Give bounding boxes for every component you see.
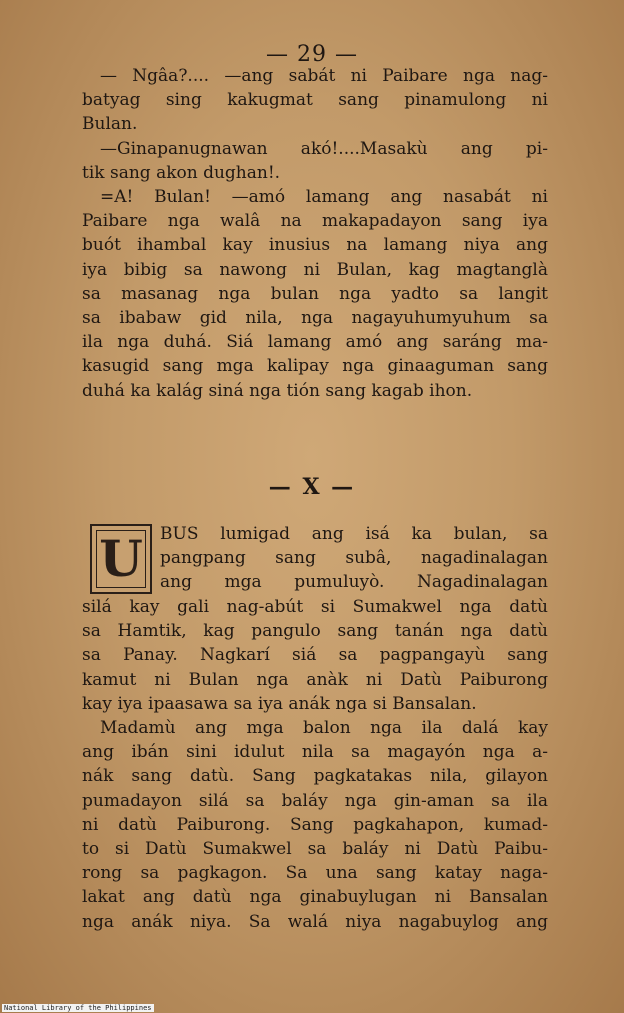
text-line: to si Datù Sumakwel sa baláy ni Datù Paibu- <box>82 839 548 860</box>
text-line: sa masanag nga bulan nga yadto sa langit <box>82 283 548 304</box>
text-line: kamut ni Bulan nga anàk ni Datù Paiburong <box>82 669 548 690</box>
drop-cap-ornament <box>90 524 152 594</box>
text-line: sa Panay. Nagkarí siá sa pagpangayù sang <box>82 645 548 666</box>
text-line: nák sang datù. Sang pagkatakas nila, gilayon <box>82 766 548 787</box>
text-line: silá kay gali nag-abút si Sumakwel nga datù <box>82 597 548 617</box>
text-line: ang mga pumuluyò. Nagadinalagan <box>160 572 548 593</box>
text-line: duhá ka kalág siná nga tión sang kagab ihon. <box>82 380 473 401</box>
text-line: kay iya ipaasawa sa iya anák nga si Bansalan. <box>82 693 477 714</box>
text-line: =A! Bulan! —amó lamang ang nasabát ni <box>100 187 548 208</box>
section-mark: — X — <box>268 474 356 500</box>
text-line: iya bibig sa nawong ni Bulan, kag magtanglà <box>82 259 548 280</box>
text-line: BUS lumigad ang isá ka bulan, sa <box>160 524 548 544</box>
library-footer: National Library of the Philippines <box>4 1004 152 1012</box>
paragraph-1 <box>82 595 548 716</box>
text-line: Madamù ang mga balon nga ila dalá kay <box>100 718 548 738</box>
text-line: sa ibabaw gid nila, nga nagayuhumyuhum sa <box>82 308 548 329</box>
text-line: rong sa pagkagon. Sa una sang katay naga- <box>82 863 548 884</box>
text-line: pumadayon silá sa baláy nga gin-aman sa ila <box>82 790 548 811</box>
dialogue-paragraphs <box>82 64 548 403</box>
text-line: sa Hamtik, kag pangulo sang tanán nga datù <box>82 621 548 642</box>
text-line: ang ibán sini idulut nila sa magayón nga a- <box>82 742 548 763</box>
text-line: buót ihambal kay inusius na lamang niya ang <box>82 235 548 256</box>
text-line: tik sang akon dughan!. <box>82 162 281 183</box>
text-line: pangpang sang subâ, nagadinalagan <box>160 548 548 569</box>
text-line: ila nga duhá. Siá lamang amó ang saráng ma- <box>82 332 548 353</box>
text-line: batyag sing kakugmat sang pinamulong ni <box>82 90 548 111</box>
text-line: Bulan. <box>82 114 138 135</box>
text-line: kasugid sang mga kalipay nga ginaaguman sang <box>82 356 548 377</box>
paragraph-2 <box>82 716 548 934</box>
text-line: nga anák niya. Sa walá niya nagabuylog ang <box>82 911 548 932</box>
drop-cap-letter: U <box>99 529 143 588</box>
text-line: lakat ang datù nga ginabuylugan ni Bansalan <box>82 887 548 908</box>
drop-cap-lines <box>160 522 548 595</box>
page-number: — 29 — <box>266 42 358 67</box>
text-line: — Ngâa?.... —ang sabát ni Paibare nga nag- <box>100 66 548 86</box>
text-line: ni datù Paiburong. Sang pagkahapon, kumad- <box>82 814 548 835</box>
text-line: Paibare nga walâ na makapadayon sang iya <box>82 211 548 232</box>
text-line: —Ginapanugnawan akó!....Masakù ang pi- <box>100 138 548 159</box>
